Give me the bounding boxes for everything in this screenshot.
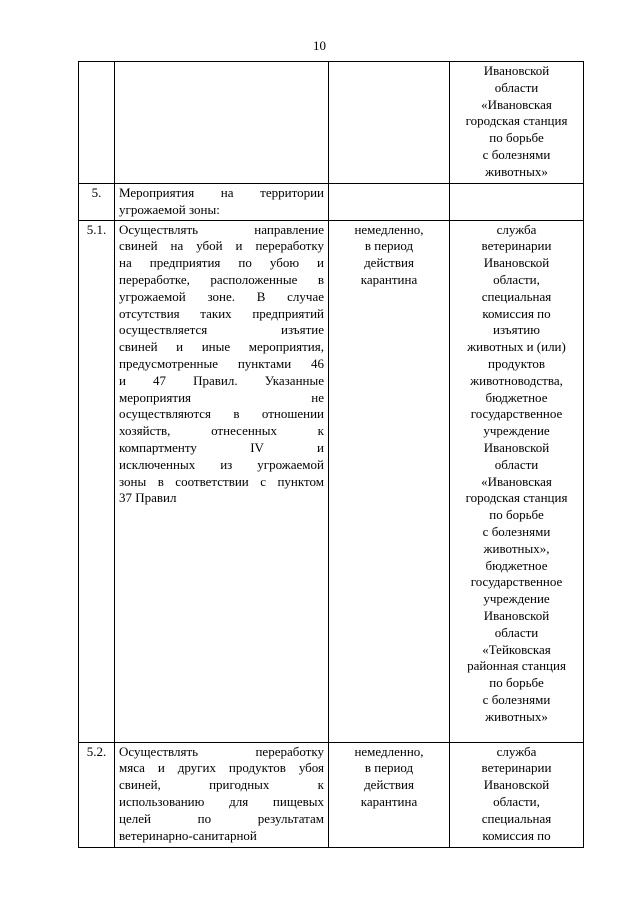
responsible-party-line: области, bbox=[493, 271, 540, 287]
row-number: 5. bbox=[79, 184, 115, 221]
responsible-party-line: Ивановской bbox=[483, 63, 550, 78]
responsible-party-line: по борьбе bbox=[489, 507, 544, 523]
deadline-line: карантина bbox=[360, 793, 418, 809]
responsible-party-line: городская станция bbox=[465, 113, 568, 129]
measure-description-line: на предприятия по убою и bbox=[119, 255, 324, 271]
deadline-line: в период bbox=[364, 760, 414, 776]
row-number bbox=[79, 62, 115, 184]
measures-table bbox=[78, 61, 584, 848]
responsible-party-line: государственное bbox=[470, 406, 563, 422]
responsible-party-line: животных», bbox=[483, 540, 550, 556]
responsible-party-line: «Ивановская bbox=[481, 473, 552, 489]
measure-description-line: свиней и иные мероприятия, bbox=[119, 339, 324, 355]
deadline bbox=[329, 220, 450, 742]
responsible-party-line: области bbox=[494, 456, 539, 472]
table-row bbox=[79, 742, 584, 847]
responsible-party-line: продуктов bbox=[488, 355, 545, 371]
responsible-party-line: «Ивановская bbox=[481, 96, 552, 112]
measure-description-line: угрожаемой зоне. В случае bbox=[119, 288, 324, 304]
measure-description-line: мероприятия не bbox=[119, 389, 324, 405]
table-row bbox=[79, 220, 584, 742]
responsible-party-line: Ивановской bbox=[483, 777, 550, 793]
responsible-party-line: специальная bbox=[481, 288, 552, 304]
responsible-party-line: Ивановской bbox=[483, 255, 550, 271]
responsible-party-line: ветеринарии bbox=[481, 760, 552, 776]
responsible-party-line: области bbox=[494, 79, 539, 95]
measure-description-line: использованию для пищевых bbox=[119, 793, 324, 809]
responsible-party-line: с болезнями bbox=[482, 146, 551, 162]
responsible-party-line: комиссия по bbox=[482, 827, 551, 843]
measure-description-line: угрожаемой зоны: bbox=[119, 201, 220, 217]
deadline bbox=[329, 742, 450, 847]
measure-description-line: переработке, расположенные в bbox=[119, 271, 324, 287]
table-row bbox=[79, 184, 584, 221]
measure-description-line: ветеринарно-санитарной bbox=[119, 827, 257, 843]
deadline bbox=[329, 62, 450, 184]
measure-description bbox=[115, 220, 329, 742]
responsible-party-line: бюджетное bbox=[485, 557, 548, 573]
measure-description-line: хозяйств, отнесенных к bbox=[119, 423, 324, 439]
responsible-party-line: государственное bbox=[470, 574, 563, 590]
measure-description-line: мяса и других продуктов убоя bbox=[119, 760, 324, 776]
measure-description-line: предусмотренные пунктами 46 bbox=[119, 355, 324, 371]
responsible-party-line: служба bbox=[496, 743, 537, 759]
row-number: 5.1. bbox=[79, 220, 115, 742]
responsible-party-line: комиссия по bbox=[482, 305, 551, 321]
measure-description bbox=[115, 62, 329, 184]
responsible-party bbox=[450, 220, 584, 742]
measure-description-line: осуществляется изъятие bbox=[119, 322, 324, 338]
responsible-party-line: животноводства, bbox=[470, 372, 563, 388]
responsible-party-line: «Тейковская bbox=[482, 641, 551, 657]
measure-description-line: Осуществлять переработку bbox=[119, 743, 324, 759]
row-number: 5.2. bbox=[79, 742, 115, 847]
responsible-party-line: служба bbox=[496, 221, 537, 237]
deadline-line: немедленно, bbox=[354, 743, 424, 759]
responsible-party-line: Ивановской bbox=[483, 607, 550, 623]
responsible-party-line: изъятию bbox=[493, 322, 540, 338]
measure-description-line: 37 Правил bbox=[119, 490, 177, 506]
responsible-party-line: бюджетное bbox=[485, 389, 548, 405]
table-body bbox=[79, 62, 584, 848]
measure-description-line: отсутствия таких предприятий bbox=[119, 305, 324, 321]
responsible-party bbox=[450, 184, 584, 221]
table-row bbox=[79, 62, 584, 184]
responsible-party-line: Ивановской bbox=[483, 439, 550, 455]
measure-description-line: свиней, пригодных к bbox=[119, 777, 324, 793]
measure-description-line: Осуществлять направление bbox=[119, 221, 324, 237]
measure-description-line: осуществляются в отношении bbox=[119, 406, 324, 422]
measure-description-line: исключенных из угрожаемой bbox=[119, 456, 324, 472]
responsible-party-line: городская станция bbox=[465, 490, 568, 506]
responsible-party-line: с болезнями bbox=[482, 523, 551, 539]
responsible-party-line: районная станция bbox=[467, 658, 566, 674]
deadline-line: карантина bbox=[360, 271, 418, 287]
measure-description bbox=[115, 742, 329, 847]
measure-description-line: зоны в соответствии с пунктом bbox=[119, 473, 324, 489]
responsible-party-line: животных и (или) bbox=[467, 339, 566, 355]
measure-description-line: свиней на убой и переработку bbox=[119, 238, 324, 254]
deadline-line: действия bbox=[364, 255, 414, 271]
responsible-party-line: с болезнями bbox=[482, 691, 551, 707]
deadline-line: действия bbox=[364, 777, 414, 793]
responsible-party-line: ветеринарии bbox=[481, 238, 552, 254]
page-number: 10 bbox=[313, 38, 326, 53]
deadline-line: в период bbox=[364, 238, 414, 254]
deadline bbox=[329, 184, 450, 221]
responsible-party-line: учреждение bbox=[483, 423, 550, 439]
measure-description-line: Мероприятия на территории bbox=[119, 185, 324, 200]
deadline-line: немедленно, bbox=[354, 221, 424, 237]
measure-description bbox=[115, 184, 329, 221]
measure-description-line: компартменту IV и bbox=[119, 439, 324, 455]
responsible-party bbox=[450, 742, 584, 847]
responsible-party-line: по борьбе bbox=[489, 675, 544, 691]
responsible-party bbox=[450, 62, 584, 184]
responsible-party-line: области bbox=[494, 624, 539, 640]
measure-description-line: и 47 Правил. Указанные bbox=[119, 372, 324, 388]
responsible-party-line: животных» bbox=[485, 163, 548, 179]
responsible-party-line: специальная bbox=[481, 810, 552, 826]
responsible-party-line: учреждение bbox=[483, 591, 550, 607]
responsible-party-line: по борьбе bbox=[489, 130, 544, 146]
measure-description-line: целей по результатам bbox=[119, 810, 324, 826]
responsible-party-line: области, bbox=[493, 793, 540, 809]
responsible-party-line: животных» bbox=[485, 708, 548, 724]
